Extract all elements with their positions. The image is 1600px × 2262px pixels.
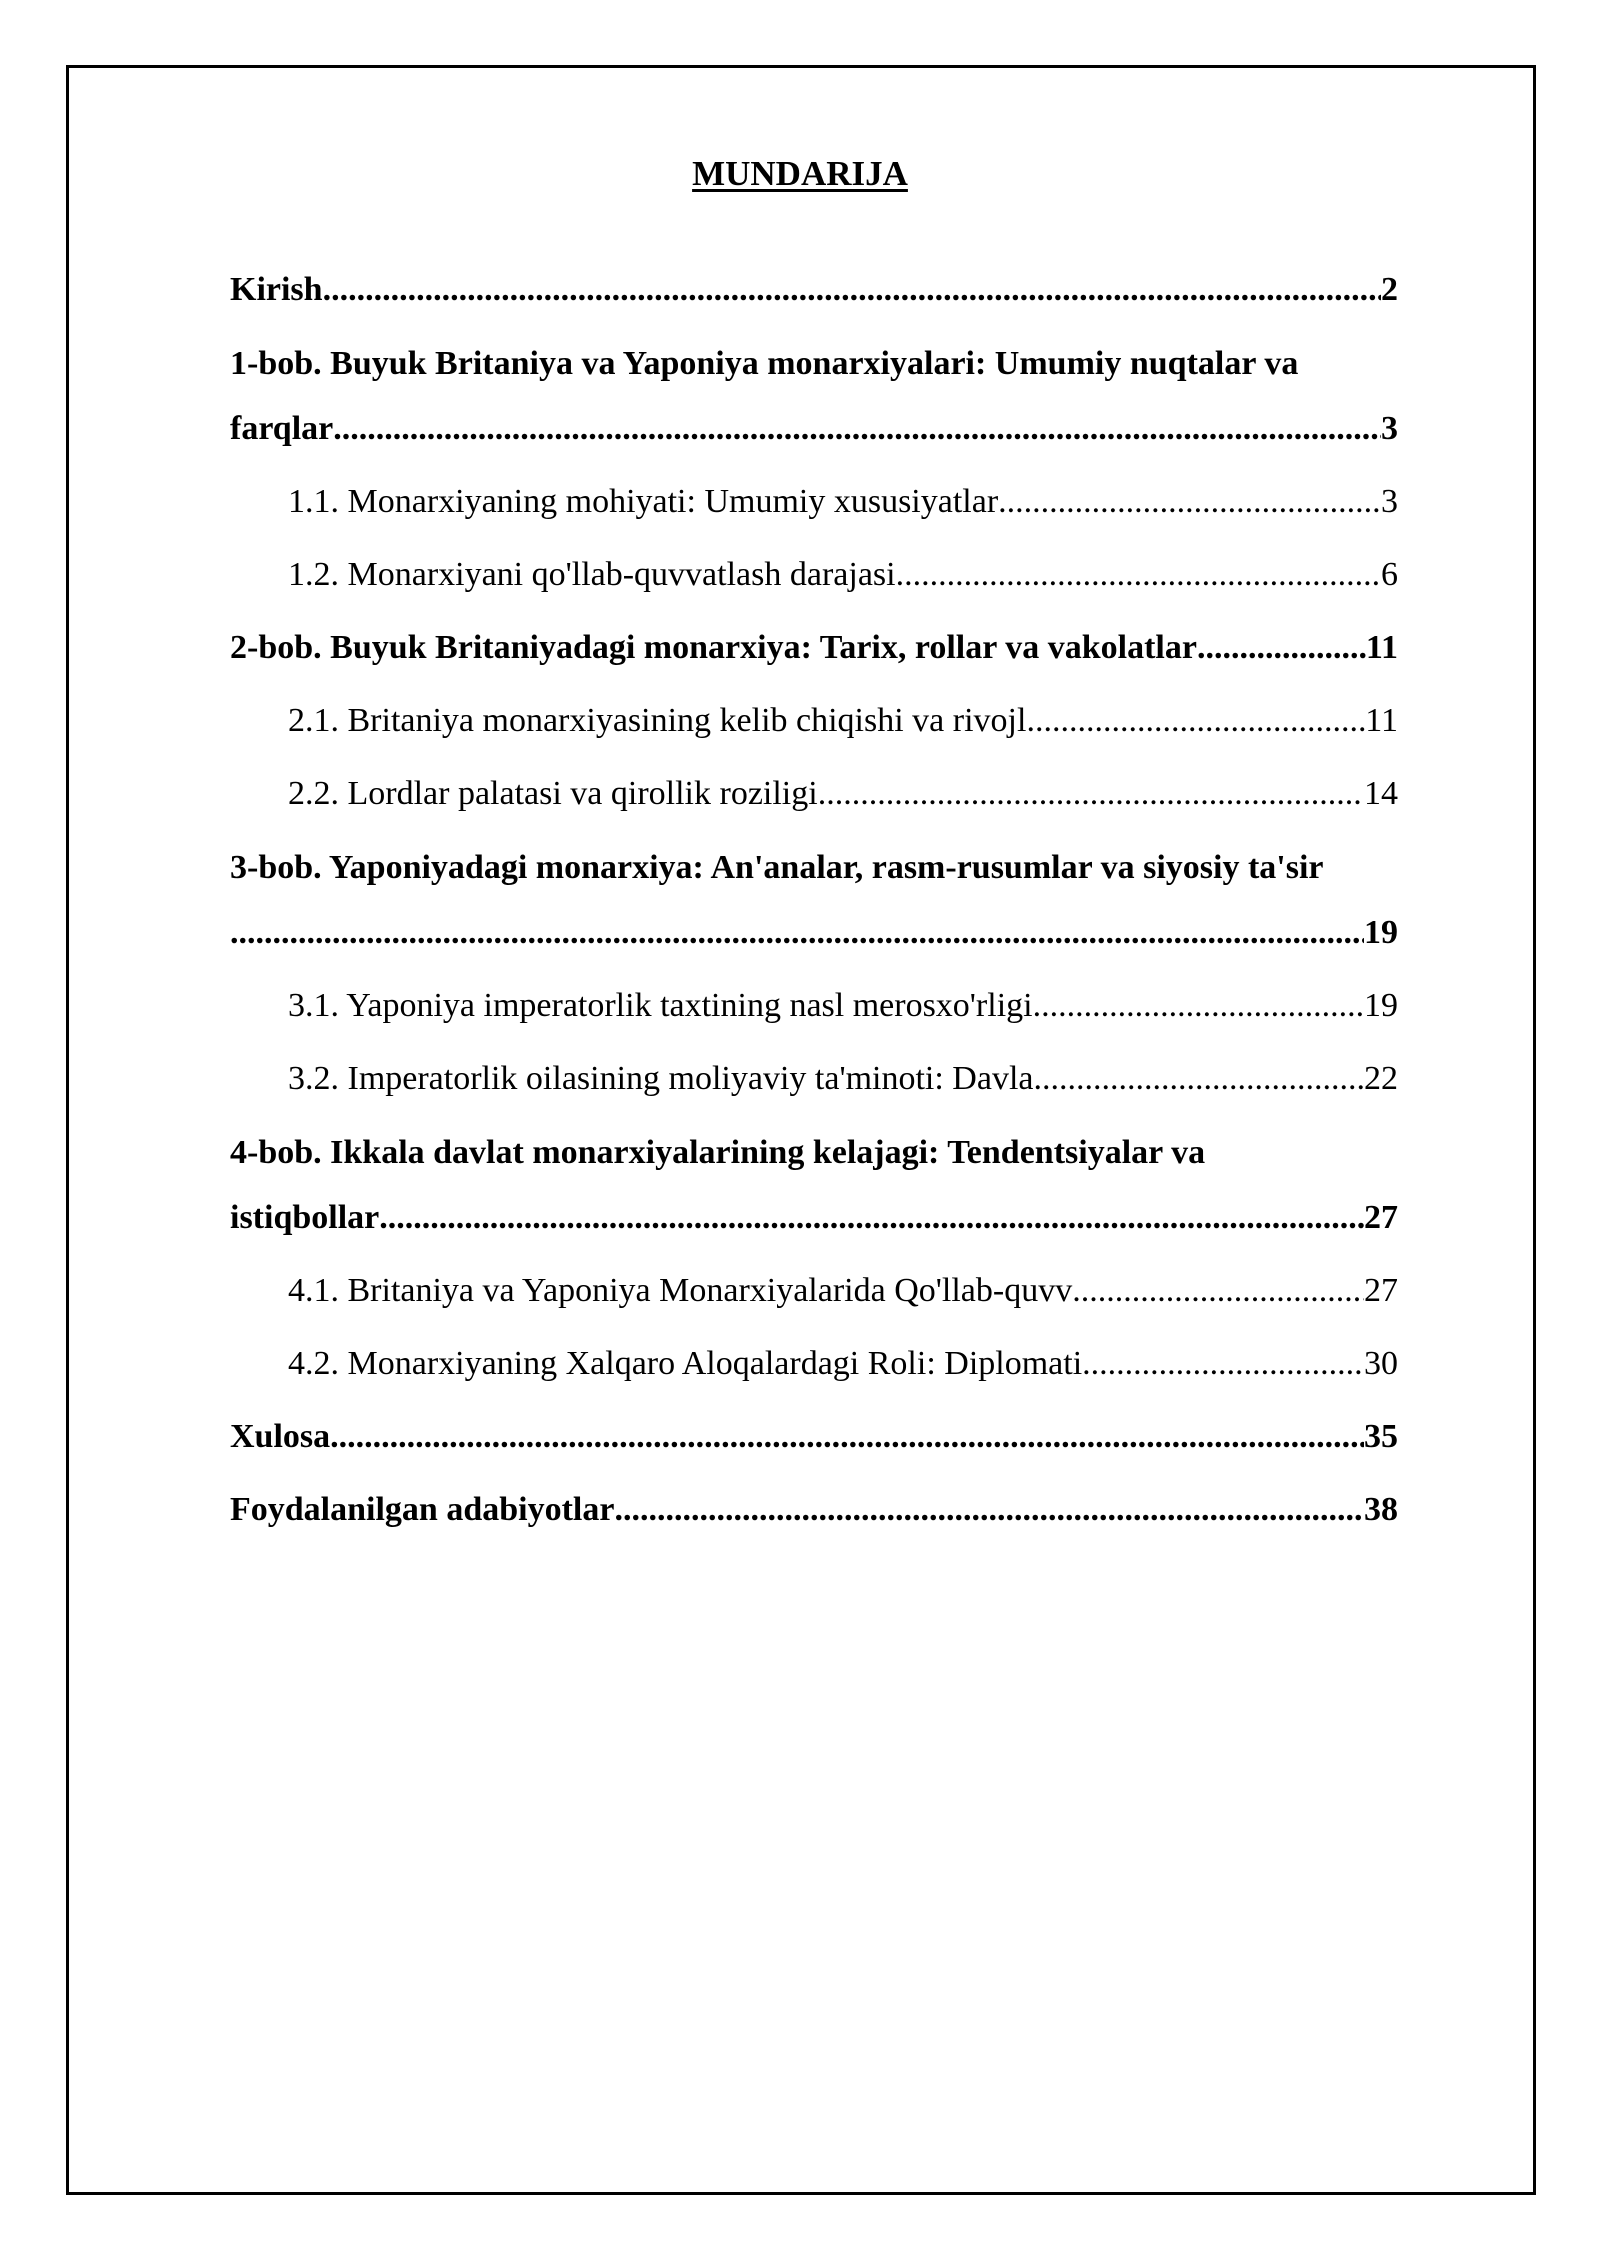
- toc-page-number: 2: [1381, 271, 1398, 308]
- toc-entry-adabiyotlar[interactable]: [230, 1488, 1398, 1532]
- toc-page-number: 6: [1381, 556, 1398, 593]
- toc-page-number: 19: [1364, 914, 1398, 951]
- toc-entry-label: 3.2. Imperatorlik oilasining moliyaviy ta'minoti: Davla: [288, 1060, 1034, 1097]
- toc-leader-dots: [896, 553, 1381, 597]
- toc-entry-label: 4.1. Britaniya va Yaponiya Monarxiyalarida Qo'llab-quvv: [288, 1272, 1073, 1309]
- toc-entry-3-1[interactable]: [288, 984, 1398, 1028]
- toc-page-number: 38: [1364, 1491, 1398, 1528]
- toc-entry-chapter-4-line1[interactable]: 4-bob. Ikkala davlat monarxiyalarining kelajagi: Tendentsiyalar va: [230, 1134, 1206, 1171]
- toc-entry-1-2[interactable]: [288, 553, 1398, 597]
- toc-entry-label: 2.1. Britaniya monarxiyasining kelib chiqishi va rivojl: [288, 702, 1027, 739]
- toc-leader-dots: [323, 268, 1381, 312]
- toc-entry-chapter-1[interactable]: [230, 407, 1398, 451]
- toc-leader-dots: [379, 1196, 1364, 1240]
- toc-entry-label: 4.2. Monarxiyaning Xalqaro Aloqalardagi Roli: Diplomati: [288, 1345, 1083, 1382]
- toc-page-number: 3: [1381, 483, 1398, 520]
- toc-entry-4-1[interactable]: [288, 1269, 1398, 1313]
- toc-page-number: 11: [1365, 702, 1398, 739]
- toc-leader-dots: [818, 772, 1364, 816]
- toc-page-number: 3: [1381, 410, 1398, 447]
- toc-entry-label: Xulosa: [230, 1418, 331, 1455]
- toc-entry-2-1[interactable]: [288, 699, 1398, 743]
- toc-leader-dots: [1033, 984, 1364, 1028]
- toc-leader-dots: [1026, 699, 1365, 743]
- toc-entry-label: farqlar: [230, 410, 334, 447]
- toc-leader-dots: [1072, 1269, 1364, 1313]
- toc-leader-dots: [230, 911, 1364, 955]
- toc-entry-label: 3.1. Yaponiya imperatorlik taxtining nasl merosxo'rligi: [288, 987, 1033, 1024]
- toc-page-number: 19: [1364, 987, 1398, 1024]
- toc-entry-2-2[interactable]: [288, 772, 1398, 816]
- toc-entry-xulosa[interactable]: [230, 1415, 1398, 1459]
- toc-entry-kirish[interactable]: [230, 268, 1398, 312]
- toc-leader-dots: [1082, 1342, 1364, 1386]
- toc-entry-label: Foydalanilgan adabiyotlar: [230, 1491, 615, 1528]
- toc-entry-chapter-2[interactable]: [230, 626, 1398, 670]
- toc-entry-label: 1.2. Monarxiyani qo'llab-quvvatlash darajasi: [288, 556, 896, 593]
- toc-entry-chapter-3[interactable]: [230, 911, 1398, 955]
- toc-page-number: 27: [1364, 1272, 1398, 1309]
- toc-entry-chapter-4[interactable]: [230, 1196, 1398, 1240]
- toc-entry-label: Kirish: [230, 271, 323, 308]
- toc-entry-label: istiqbollar: [230, 1199, 380, 1236]
- toc-entry-label: 2-bob. Buyuk Britaniyadagi monarxiya: Tarix, rollar va vakolatlar: [230, 629, 1197, 666]
- toc-entry-3-2[interactable]: [288, 1057, 1398, 1101]
- toc-entry-chapter-1-line1[interactable]: 1-bob. Buyuk Britaniya va Yaponiya monarxiyalari: Umumiy nuqtalar va: [230, 345, 1299, 382]
- toc-leader-dots: [614, 1488, 1364, 1532]
- toc-leader-dots: [333, 407, 1381, 451]
- toc-leader-dots: [998, 480, 1381, 524]
- toc-entry-1-1[interactable]: [288, 480, 1398, 524]
- toc-leader-dots: [330, 1415, 1364, 1459]
- toc-page-number: 35: [1364, 1418, 1398, 1455]
- toc-entry-chapter-3-line1[interactable]: 3-bob. Yaponiyadagi monarxiya: An'analar, rasm-rusumlar va siyosiy ta'sir: [230, 849, 1324, 886]
- toc-entry-label: 2.2. Lordlar palatasi va qirollik roziligi: [288, 775, 818, 812]
- toc-page-number: 14: [1364, 775, 1398, 812]
- toc-page-number: 22: [1364, 1060, 1398, 1097]
- toc-page-number: 11: [1365, 629, 1398, 666]
- toc-leader-dots: [1034, 1057, 1365, 1101]
- title-text: MUNDARIJA: [692, 154, 908, 193]
- toc-leader-dots: [1197, 626, 1366, 670]
- toc-entry-label: 1.1. Monarxiyaning mohiyati: Umumiy xususiyatlar: [288, 483, 999, 520]
- toc-page-number: 30: [1364, 1345, 1398, 1382]
- toc-entry-4-2[interactable]: [288, 1342, 1398, 1386]
- toc-page-number: 27: [1364, 1199, 1398, 1236]
